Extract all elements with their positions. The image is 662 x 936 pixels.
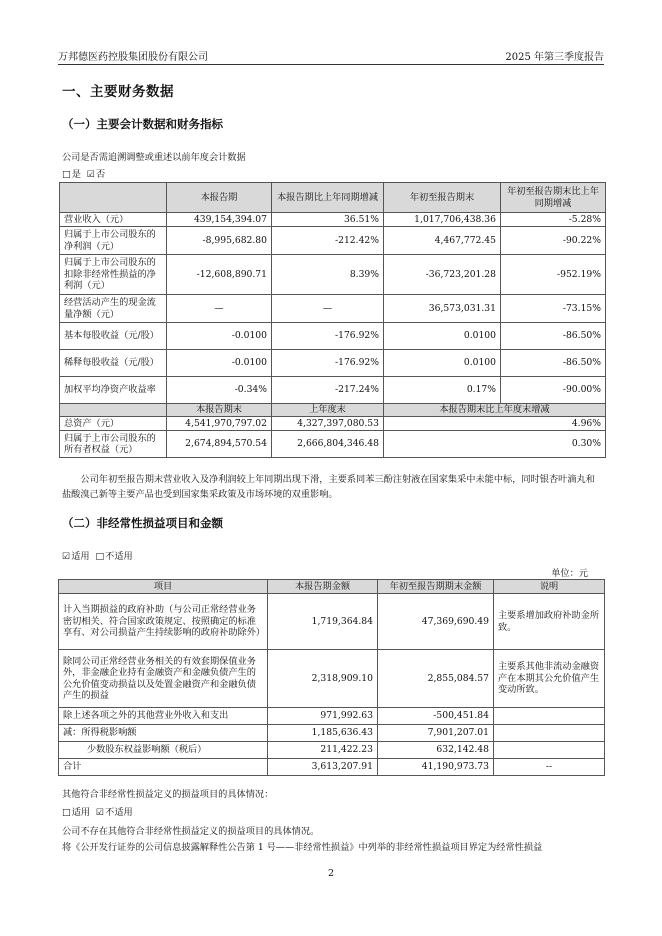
cell: 439,154,394.07 [167,213,272,227]
cell: -12,608,890.71 [167,255,272,295]
row-label: 减：所得税影响额 [59,725,268,742]
header-company: 万邦德医药控股集团股份有限公司 [58,52,208,63]
col-header: 本报告期末 [167,404,272,417]
no-other-items-statement: 公司不存在其他符合非经常性损益定义的损益项目的具体情况。 [62,826,320,837]
table-row [60,213,606,227]
table-row [60,431,606,458]
cell: 2,674,894,570.54 [167,431,272,458]
col-header: 年初至报告期末比上年同期增减 [501,183,606,213]
cell: 4,327,397,080.53 [272,417,384,431]
table-row [59,650,605,708]
unit-label: 单位：元 [551,568,588,579]
row-label: 归属于上市公司股东的扣除非经常性损益的净利润（元） [60,255,167,295]
cell: -73.15% [501,295,606,323]
cell: 36,573,031.31 [384,295,501,323]
cell: -36,723,201.28 [384,255,501,295]
cell: -86.50% [501,323,606,350]
table-header-row [59,580,605,594]
cell: -212.42% [272,227,384,255]
cell-note: -- [494,759,605,776]
row-label: 稀释每股收益（元/股） [60,350,167,377]
cell: 41,190,973.73 [378,759,494,776]
row-label: 合计 [59,759,268,776]
cell: 0.0100 [384,350,501,377]
table-row [59,742,605,759]
cell: — [272,295,384,323]
checkbox-applicable: □ [62,807,71,818]
cell: -952.19% [501,255,606,295]
table-row [59,725,605,742]
cell: 0.30% [384,431,606,458]
checkbox-not-applicable-checked: ☑ [95,807,105,818]
page-header [58,45,604,65]
cell: 632,142.48 [378,742,494,759]
option-applicable-label: 适用 [71,551,90,562]
row-label: 归属于上市公司股东的所有者权益（元） [60,431,167,458]
cell: -90.00% [501,377,606,404]
row-label: 加权平均净资产收益率 [60,377,167,404]
cell: 2,666,804,346.48 [272,431,384,458]
option-no-label: 否 [95,169,106,180]
cell: -217.24% [272,377,384,404]
cell: 4,541,970,797.02 [167,417,272,431]
col-header: 项目 [59,580,268,594]
cell-note: 主要系增加政府补助金所致。 [494,594,605,650]
header-report-title: 2025 年第三季度报告 [505,52,604,63]
row-label: 经营活动产生的现金流量净额（元） [60,295,167,323]
cell: 971,992.63 [268,708,378,725]
page-number: 2 [327,868,335,879]
cell-note [494,708,605,725]
option-applicable-label: 适用 [71,807,91,818]
checkbox-yes: □ [62,169,71,180]
table-row [60,295,606,323]
cell: 1,017,706,438.36 [384,213,501,227]
subsection-title-2: （二）非经常性损益项目和金额 [62,516,223,530]
other-items-options [62,804,133,818]
table-row [59,594,605,650]
cell: 47,369,690.49 [378,594,494,650]
col-header: 本报告期 [167,183,272,213]
col-header: 说明 [494,580,605,594]
cell: 36.51% [272,213,384,227]
row-label: 除上述各项之外的其他营业外收入和支出 [59,708,268,725]
table-row [60,350,606,377]
cell: 2,855,084.57 [378,650,494,708]
cell: — [167,295,272,323]
other-items-note: 其他符合非经常性损益定义的损益项目的具体情况： [62,789,274,800]
row-label: 总资产（元） [60,417,167,431]
cell: -0.0100 [167,323,272,350]
table-header-row [60,183,606,213]
row-label: 少数股东权益影响额（税后） [59,742,268,759]
cell: 211,422.23 [268,742,378,759]
cell: 4,467,772.45 [384,227,501,255]
row-label: 营业收入（元） [60,213,167,227]
non-recurring-items-table [58,579,605,776]
cell: -90.22% [501,227,606,255]
cell: 3,613,207.91 [268,759,378,776]
restatement-question: 公司是否需追溯调整或重述以前年度会计数据 [62,152,246,163]
cell: 1,719,364.84 [268,594,378,650]
cell-note [494,725,605,742]
table-header-row [60,404,606,417]
reclassification-statement: 将《公开发行证券的公司信息披露解释性公告第 1 号——非经常性损益》中列举的非经常性损益项目界定为经常性损益 [62,842,543,853]
cell: -0.0100 [167,350,272,377]
col-header: 本报告期金额 [268,580,378,594]
table-row [60,377,606,404]
table-row [60,323,606,350]
subsection-title-1: （一）主要会计数据和财务指标 [62,117,223,131]
cell: -0.34% [167,377,272,404]
option-yes-label: 是 [71,169,81,180]
section-title: 一、主要财务数据 [62,84,174,100]
cell: 7,901,207.01 [378,725,494,742]
table-row [60,255,606,295]
cell-note [494,742,605,759]
cell: 4.96% [384,417,606,431]
cell: 8.39% [272,255,384,295]
cell: 1,185,636.43 [268,725,378,742]
cell: -8,995,682.80 [167,227,272,255]
option-not-applicable-label: 不适用 [105,807,133,818]
cell: 0.17% [384,377,501,404]
cell: 0.0100 [384,323,501,350]
restatement-options [62,166,105,180]
row-label: 归属于上市公司股东的净利润（元） [60,227,167,255]
table-row [60,227,606,255]
col-header: 本报告期末比上年度末增减 [384,404,606,417]
col-header: 本报告期比上年同期增减 [272,183,384,213]
cell: -500,451.84 [378,708,494,725]
cell: -86.50% [501,350,606,377]
cell: -176.92% [272,350,384,377]
row-label: 除同公司正常经营业务相关的有效套期保值业务外，非金融企业持有金融资产和金融负债产生的公允价值变动损益以及处置金融资产和金融负债产生的损益 [59,650,268,708]
cell: 2,318,909.10 [268,650,378,708]
table-row [59,708,605,725]
col-header: 年初至报告期期末金额 [378,580,494,594]
row-label: 基本每股收益（元/股） [60,323,167,350]
col-header: 上年度末 [272,404,384,417]
cell: -176.92% [272,323,384,350]
cell: -5.28% [501,213,606,227]
checkbox-no-checked: ☑ [86,169,95,180]
revenue-decline-note: 公司年初至报告期末营业收入及净利润较上年同期出现下滑，主要系同苯三酚注射液在国家集采中未能中标，同时银杏叶滴丸和盐酸溴己新等主要产品也受到国家集采政策及市场环境的双重影响。 [62,474,595,500]
cell-note: 主要系其他非流动金融资产在本期其公允价值产生变动所致。 [494,650,605,708]
applicability-options [62,548,133,562]
key-financial-data-table [59,182,606,458]
col-header: 年初至报告期末 [384,183,501,213]
table-row [59,759,605,776]
row-label: 计入当期损益的政府补助（与公司正常经营业务密切相关、符合国家政策规定、按照确定的标准享有、对公司损益产生持续影响的政府补助除外） [59,594,268,650]
checkbox-applicable-checked: ☑ [62,551,71,562]
option-not-applicable-label: 不适用 [105,551,133,562]
table-row [60,417,606,431]
checkbox-not-applicable: □ [95,551,105,562]
